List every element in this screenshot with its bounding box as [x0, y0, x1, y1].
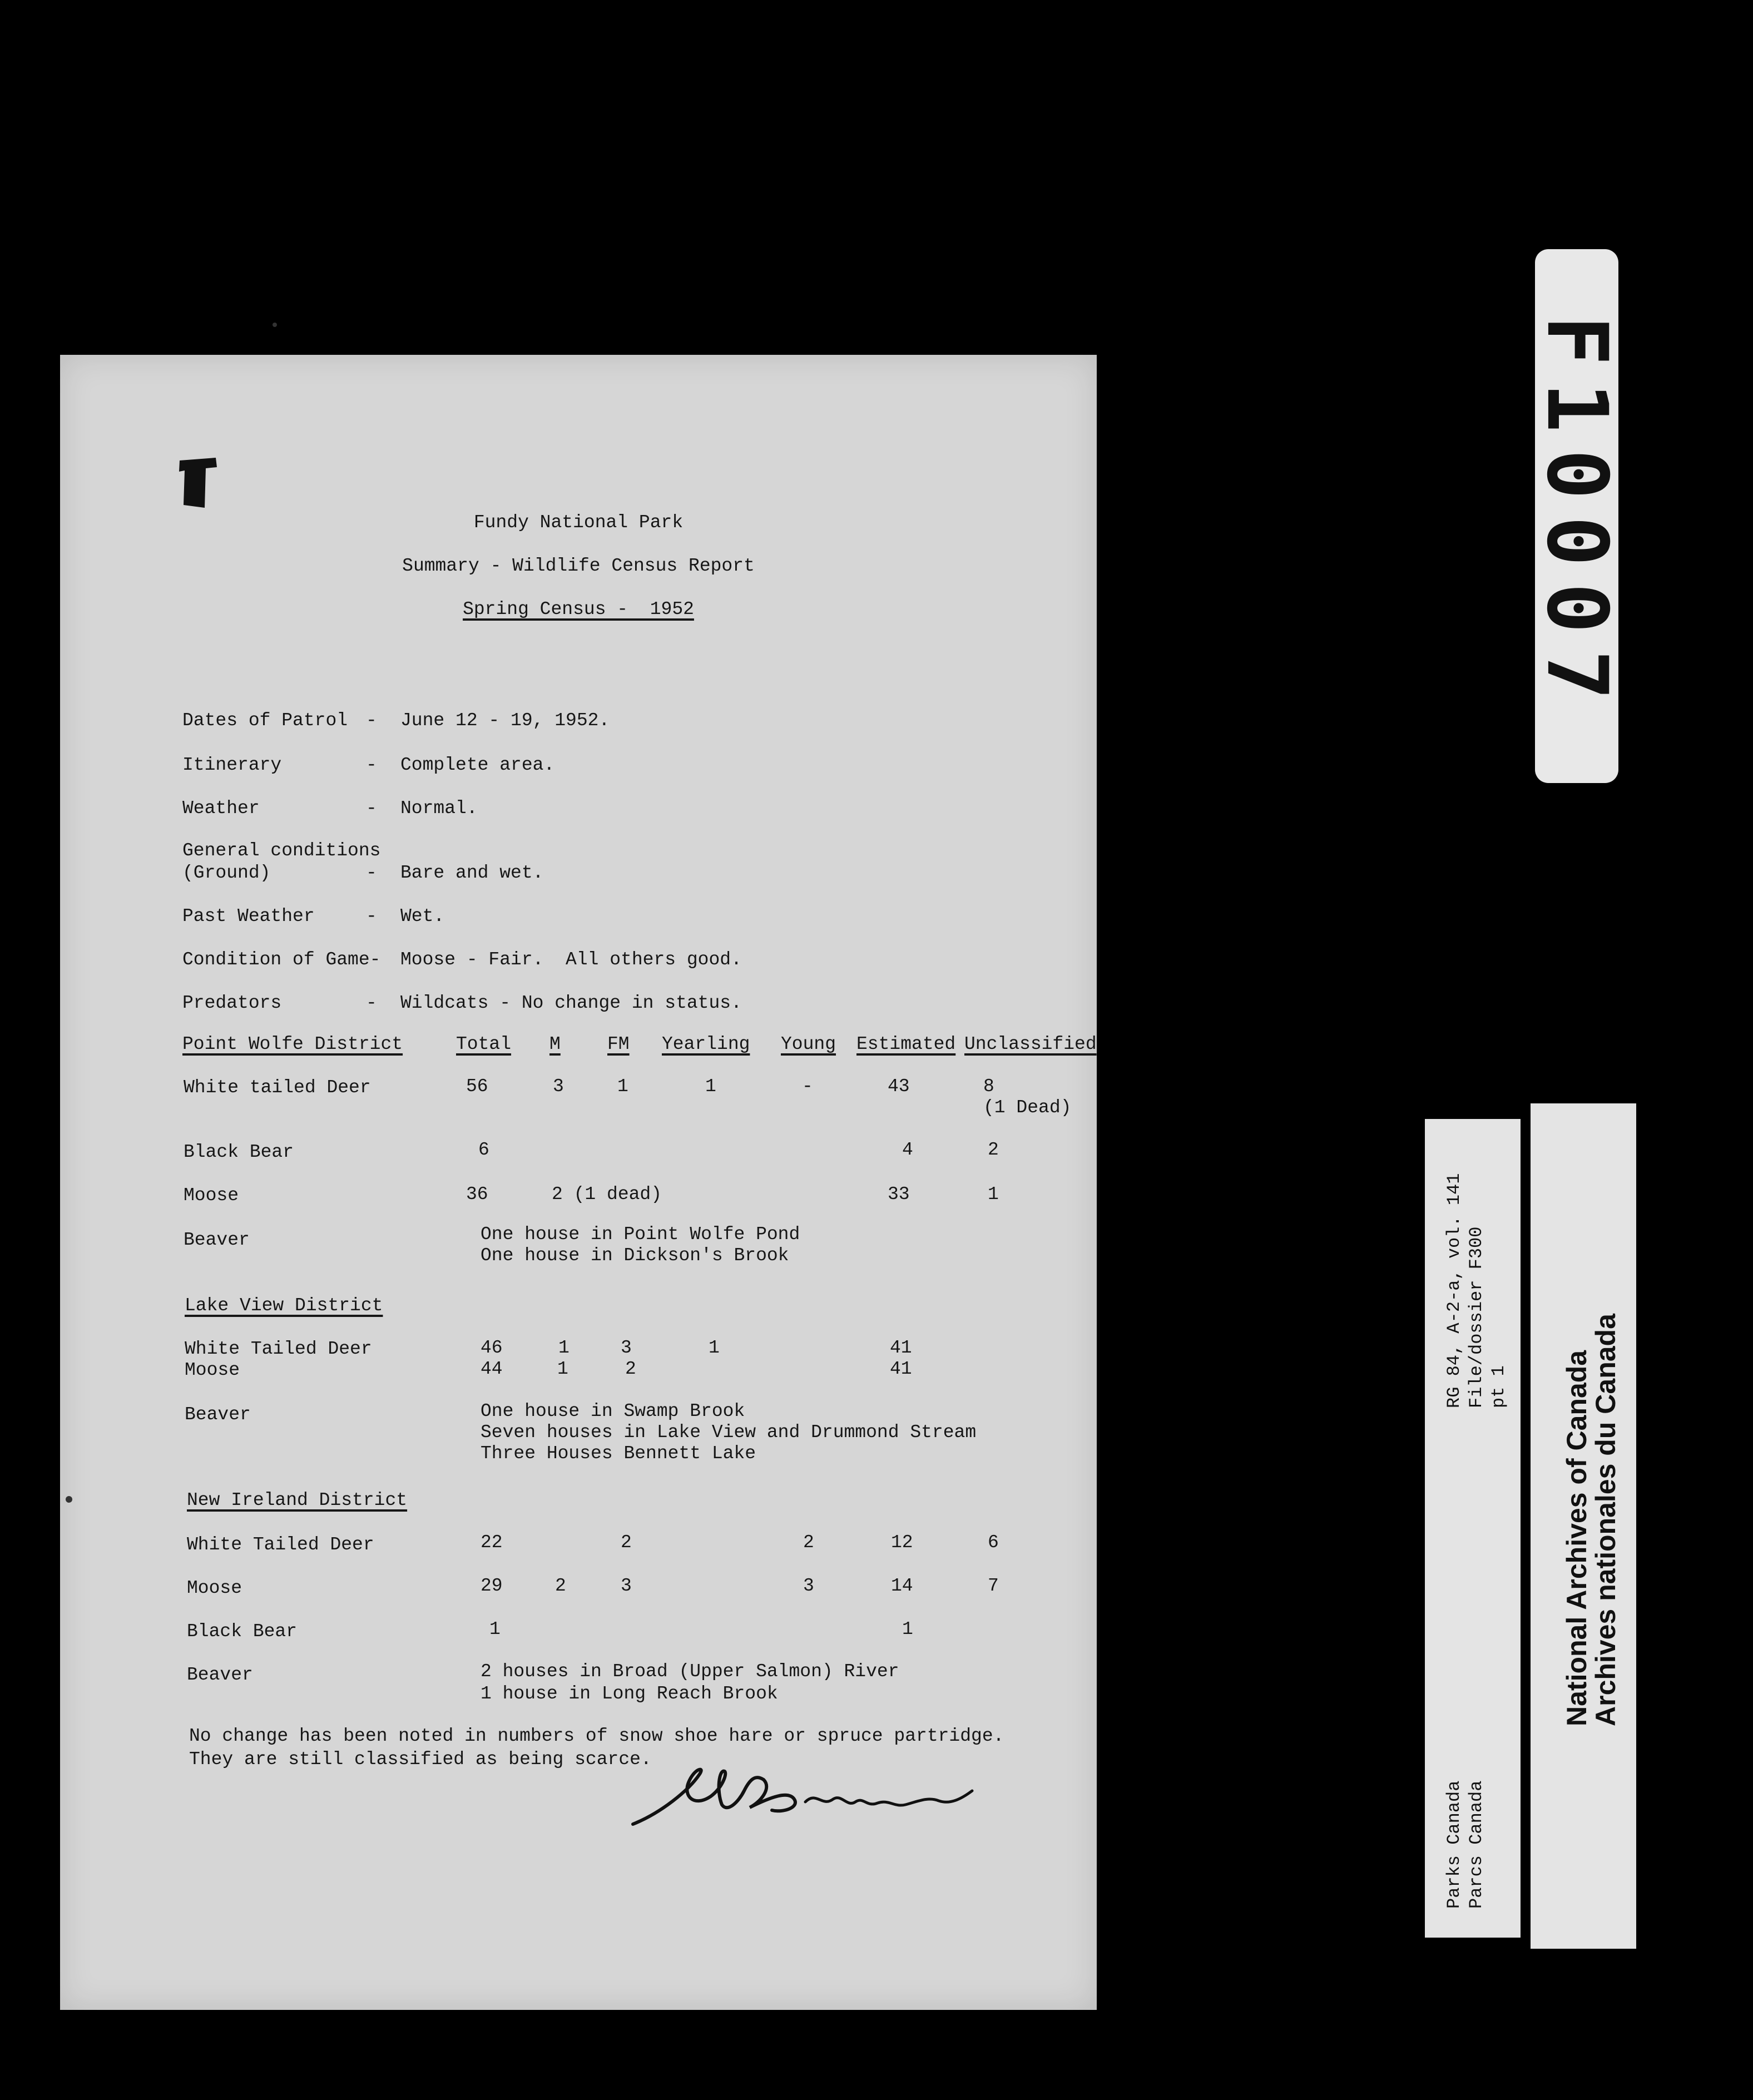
col-header-fm: FM	[607, 1034, 630, 1054]
field-label-itinerary: Itinerary	[182, 755, 282, 775]
cell-fm: 3	[621, 1338, 632, 1358]
field-value-itinerary: Complete area.	[400, 755, 555, 775]
archive-label-name	[1531, 1103, 1636, 1949]
cell-total: 22	[481, 1532, 503, 1553]
cell-total: 1	[489, 1619, 501, 1640]
field-label-predators: Predators	[182, 993, 282, 1013]
cell-unclassified: 2	[988, 1140, 999, 1160]
col-header-total: Total	[456, 1034, 512, 1054]
col-header-yearling: Yearling	[662, 1034, 750, 1054]
cell-estimated: 12	[891, 1532, 913, 1553]
cell-unclassified: 1	[988, 1184, 999, 1205]
label-archives-en: National Archives of Canada	[1561, 1350, 1592, 1726]
row-label: Moose	[187, 1578, 242, 1598]
field-value-past-weather: Wet.	[400, 906, 445, 927]
field-dash: -	[366, 993, 377, 1013]
row-label: White Tailed Deer	[187, 1534, 374, 1555]
field-label-dates: Dates of Patrol	[182, 710, 348, 731]
park-title: Fundy National Park	[473, 512, 684, 533]
label-part: pt 1	[1488, 1365, 1509, 1408]
label-archives-fr: Archives nationales du Canada	[1590, 1314, 1621, 1726]
field-dash: -	[366, 755, 377, 775]
cell-total: 46	[481, 1338, 503, 1358]
cell-total: 44	[481, 1359, 503, 1379]
archive-label-reference	[1425, 1119, 1521, 1938]
field-dash: -	[366, 798, 377, 819]
cell-total: 36	[466, 1184, 488, 1205]
footer-note: They are still classified as being scarce.	[189, 1749, 652, 1770]
field-value-predators: Wildcats - No change in status.	[400, 993, 742, 1013]
cell-note: (1 Dead)	[983, 1097, 1072, 1118]
cell-estimated: 4	[902, 1140, 913, 1160]
cell-total: 56	[466, 1076, 488, 1097]
field-dash: -	[366, 710, 377, 731]
cell-unclassified: 6	[988, 1532, 999, 1553]
field-dash: -	[366, 863, 377, 883]
census-title: Spring Census - 1952	[463, 599, 694, 620]
field-value-game: Moose - Fair. All others good.	[400, 949, 742, 970]
field-value-conditions: Bare and wet.	[400, 863, 544, 883]
row-label: Beaver	[184, 1230, 250, 1250]
cell-total: 6	[478, 1140, 489, 1160]
label-file: File/dossier F300	[1466, 1226, 1487, 1408]
row-label: White Tailed Deer	[185, 1339, 372, 1359]
field-label-conditions: General conditions (Ground)	[182, 840, 381, 883]
col-header-young: Young	[781, 1034, 836, 1054]
cell-fm: 2	[625, 1359, 636, 1379]
beaver-note: One house in Point Wolfe Pond	[481, 1224, 800, 1245]
field-label-past-weather: Past Weather	[182, 906, 315, 927]
cell-yearling: 1	[705, 1076, 716, 1097]
clip-mark	[177, 455, 221, 511]
row-label: White tailed Deer	[184, 1077, 371, 1098]
cell-yearling: 1	[709, 1338, 720, 1358]
signature	[627, 1757, 989, 1835]
cell-estimated: 33	[888, 1184, 910, 1205]
cell-fm: 3	[621, 1576, 632, 1596]
row-label: Moose	[184, 1185, 239, 1206]
cell-m: 1	[557, 1359, 568, 1379]
cell-m: 2 (1 dead)	[552, 1184, 662, 1205]
cell-fm: 2	[621, 1532, 632, 1553]
beaver-note: One house in Swamp Brook	[481, 1401, 745, 1422]
label-dept-en: Parks Canada	[1444, 1780, 1464, 1909]
speck	[66, 1496, 72, 1503]
cell-estimated: 41	[890, 1338, 912, 1358]
district-heading: New Ireland District	[187, 1490, 408, 1510]
cell-young: 2	[803, 1532, 814, 1553]
field-dash: -	[366, 906, 377, 927]
cell-fm: 1	[617, 1076, 628, 1097]
beaver-note: 2 houses in Broad (Upper Salmon) River	[481, 1661, 899, 1682]
report-title: Summary - Wildlife Census Report	[402, 556, 755, 576]
row-label: Black Bear	[184, 1142, 294, 1162]
beaver-note: One house in Dickson's Brook	[481, 1245, 789, 1266]
label-dept-fr: Parcs Canada	[1466, 1780, 1487, 1909]
cell-m: 2	[555, 1576, 566, 1596]
beaver-note: Seven houses in Lake View and Drummond Stream	[481, 1422, 977, 1443]
district-heading: Lake View District	[185, 1295, 383, 1316]
cell-young: -	[802, 1076, 813, 1097]
cell-young: 3	[803, 1576, 814, 1596]
cell-estimated: 41	[890, 1359, 912, 1379]
cell-estimated: 1	[902, 1619, 913, 1640]
beaver-note: 1 house in Long Reach Brook	[481, 1683, 778, 1704]
cell-estimated: 43	[888, 1076, 910, 1097]
district-heading: Point Wolfe District	[182, 1034, 403, 1054]
beaver-note: Three Houses Bennett Lake	[481, 1443, 756, 1464]
cell-unclassified: 8	[983, 1076, 994, 1097]
cell-m: 1	[558, 1338, 570, 1358]
speck	[273, 323, 277, 327]
field-label-game: Condition of Game-	[182, 949, 381, 970]
cell-estimated: 14	[891, 1576, 913, 1596]
col-header-m: M	[549, 1034, 561, 1054]
cell-m: 3	[553, 1076, 564, 1097]
field-label-weather: Weather	[182, 798, 260, 819]
label-reference: RG 84, A-2-a, vol. 141	[1444, 1173, 1464, 1408]
reel-number: F10007	[1528, 315, 1626, 717]
field-value-weather: Normal.	[400, 798, 478, 819]
field-value-dates: June 12 - 19, 1952.	[400, 710, 610, 731]
col-header-unclassified: Unclassified	[964, 1034, 1097, 1054]
cell-unclassified: 7	[988, 1576, 999, 1596]
row-label: Moose	[185, 1360, 240, 1380]
cell-total: 29	[481, 1576, 503, 1596]
footer-note: No change has been noted in numbers of snow shoe hare or spruce partridge.	[189, 1726, 1004, 1746]
row-label: Black Bear	[187, 1621, 298, 1642]
col-header-estimated: Estimated	[856, 1034, 956, 1054]
row-label: Beaver	[187, 1665, 253, 1685]
row-label: Beaver	[185, 1404, 251, 1425]
reel-number-strip	[1528, 249, 1626, 783]
